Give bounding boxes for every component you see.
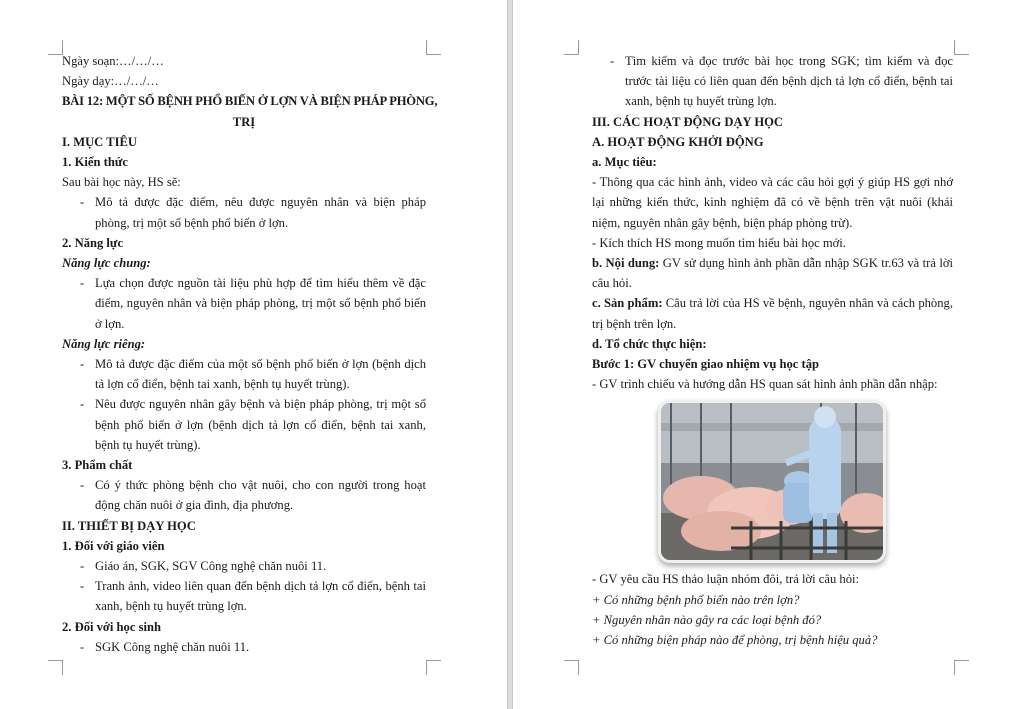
- teacher-presents-text: - GV trình chiếu và hướng dẫn HS quan sát hình ảnh phần dẫn nhập:: [592, 377, 938, 392]
- corner-mark-bottom-right: [426, 660, 441, 675]
- page-gutter: [507, 0, 513, 709]
- teacher-bullet-1: Giáo án, SGK, SGV Công nghệ chăn nuôi 11.: [95, 559, 327, 574]
- vet-pig-illustration: [661, 403, 883, 560]
- section-objectives: I. MỤC TIÊU: [62, 134, 137, 149]
- product-paragraph: [592, 293, 953, 333]
- subsection-teacher: 1. Đối với giáo viên: [62, 538, 165, 553]
- list-item: [62, 354, 426, 394]
- specific-competence-bullet-2: Nêu được nguyên nhân gây bệnh và biện pháp phòng, trị một số bệnh phổ biến ở lợn (bệnh dịch tả lợn cổ điển, bệnh tai xanh, bệnh tụ huyết trùng).: [95, 397, 426, 452]
- corner-mark-bottom-right: [954, 660, 969, 675]
- general-competence-bullet: Lựa chọn được nguồn tài liệu phù hợp để tìm hiểu thêm về đặc điểm, nguyên nhân và biện pháp phòng, trị một số bệnh phổ biến ở lợn.: [95, 276, 426, 331]
- list-item: [592, 51, 953, 112]
- list-item: [62, 556, 426, 576]
- list-item: [62, 273, 426, 334]
- corner-mark-top-left: [564, 40, 579, 55]
- specific-competence-label: Năng lực riêng:: [62, 336, 146, 351]
- knowledge-bullet: Mô tả được đặc điểm, nêu được nguyên nhân và biện pháp phòng, trị một số bệnh phổ biến ở lợn.: [95, 195, 426, 230]
- corner-mark-top-left: [48, 40, 63, 55]
- corner-mark-bottom-left: [48, 660, 63, 675]
- objectives-intro: Sau bài học này, HS sẽ:: [62, 175, 181, 190]
- subsection-student: 2. Đối với học sinh: [62, 619, 161, 634]
- teacher-bullet-2: Tranh ảnh, video liên quan đến bệnh dịch tả lợn cổ điển, bệnh tai xanh, bệnh tụ huyết trùng lợn.: [95, 579, 426, 614]
- document-page-left: [0, 0, 506, 709]
- corner-mark-top-right: [954, 40, 969, 55]
- student-bullet: SGK Công nghệ chăn nuôi 11.: [95, 639, 250, 654]
- content-paragraph: [592, 253, 953, 293]
- list-item: [62, 394, 426, 455]
- vet-pig-photo: [658, 400, 886, 563]
- teacher-request-text: - GV yêu cầu HS thảo luận nhóm đôi, trả lời câu hỏi:: [592, 572, 859, 587]
- bullet-dash: -: [80, 639, 85, 654]
- bullet-dash: -: [610, 54, 615, 68]
- general-competence-label: Năng lực chung:: [62, 256, 151, 271]
- question-3: + Có những biện pháp nào để phòng, trị bệnh hiệu quả?: [592, 633, 878, 648]
- document-page-right: [514, 0, 1015, 709]
- list-item: [62, 637, 426, 657]
- prep-date: Ngày soạn:…/…/…: [62, 54, 164, 68]
- content-label: b. Nội dung:: [592, 256, 660, 271]
- student-prep-bullet: Tìm kiếm và đọc trước bài học trong SGK; tìm kiếm và đọc trước tài liệu có liên quan đến bệnh dịch tả lợn cổ điển, bệnh tai xanh, bệnh tụ huyết trùng lợn.: [625, 54, 953, 109]
- product-label: c. Sản phẩm:: [592, 296, 663, 311]
- lesson-title-line2: TRỊ: [232, 114, 256, 129]
- corner-mark-bottom-left: [564, 660, 579, 675]
- bullet-dash: -: [80, 579, 85, 594]
- bullet-dash: -: [80, 397, 85, 412]
- right-page-content: [592, 51, 953, 650]
- bullet-dash: -: [80, 195, 85, 210]
- goal-label: a. Mục tiêu:: [592, 155, 657, 170]
- bullet-dash: -: [80, 478, 85, 493]
- specific-competence-bullet-1: Mô tả được đặc điểm của một số bệnh phổ biến ở lợn (bệnh dịch tả lợn cổ điển, bệnh tai xanh, bệnh tụ huyết trùng).: [95, 357, 426, 392]
- step1-heading: Bước 1: GV chuyển giao nhiệm vụ học tập: [592, 357, 820, 372]
- corner-mark-top-right: [426, 40, 441, 55]
- qualities-bullet: Có ý thức phòng bệnh cho vật nuôi, cho con người trong hoạt động chăn nuôi ở gia đình, địa phương.: [95, 478, 426, 513]
- bullet-dash: -: [80, 276, 85, 291]
- list-item: [62, 576, 426, 616]
- product-text: Câu trả lời của HS về bệnh, nguyên nhân và cách phòng, trị bệnh trên lợn.: [592, 296, 953, 331]
- organization-label: d. Tổ chức thực hiện:: [592, 336, 707, 351]
- question-1: + Có những bệnh phổ biến nào trên lợn?: [592, 592, 800, 607]
- lesson-title-line1: BÀI 12: MỘT SỐ BỆNH PHỔ BIẾN Ở LỢN VÀ BIỆN PHÁP PHÒNG,: [62, 94, 438, 109]
- left-page-content: [62, 51, 438, 657]
- list-item: [62, 475, 426, 515]
- section-equipment: II. THIẾT BỊ DẠY HỌC: [62, 518, 196, 533]
- section-warmup: A. HOẠT ĐỘNG KHỞI ĐỘNG: [592, 134, 764, 149]
- section-activities: III. CÁC HOẠT ĐỘNG DẠY HỌC: [592, 114, 784, 129]
- subsection-knowledge: 1. Kiến thức: [62, 155, 128, 170]
- bullet-dash: -: [80, 559, 85, 574]
- subsection-qualities: 3. Phẩm chất: [62, 458, 133, 473]
- subsection-competence: 2. Năng lực: [62, 235, 124, 250]
- goal-text-1: - Thông qua các hình ảnh, video và các câu hỏi gợi ý giúp HS gợi nhớ lại những kiến thức, kinh nghiệm đã có về bệnh trên vật nuôi (khái niệm, nguyên nhân gây bệnh, biện pháp phòng trừ).: [592, 175, 953, 230]
- teach-date: Ngày dạy:…/…/…: [62, 74, 159, 89]
- list-item: [62, 192, 426, 232]
- bullet-dash: -: [80, 357, 85, 372]
- content-text: GV sử dụng hình ảnh phần dẫn nhập SGK tr.63 và trả lời câu hỏi.: [592, 256, 953, 291]
- question-2: + Nguyên nhân nào gây ra các loại bệnh đó?: [592, 612, 822, 627]
- goal-text-2: - Kích thích HS mong muốn tìm hiểu bài học mới.: [592, 235, 846, 250]
